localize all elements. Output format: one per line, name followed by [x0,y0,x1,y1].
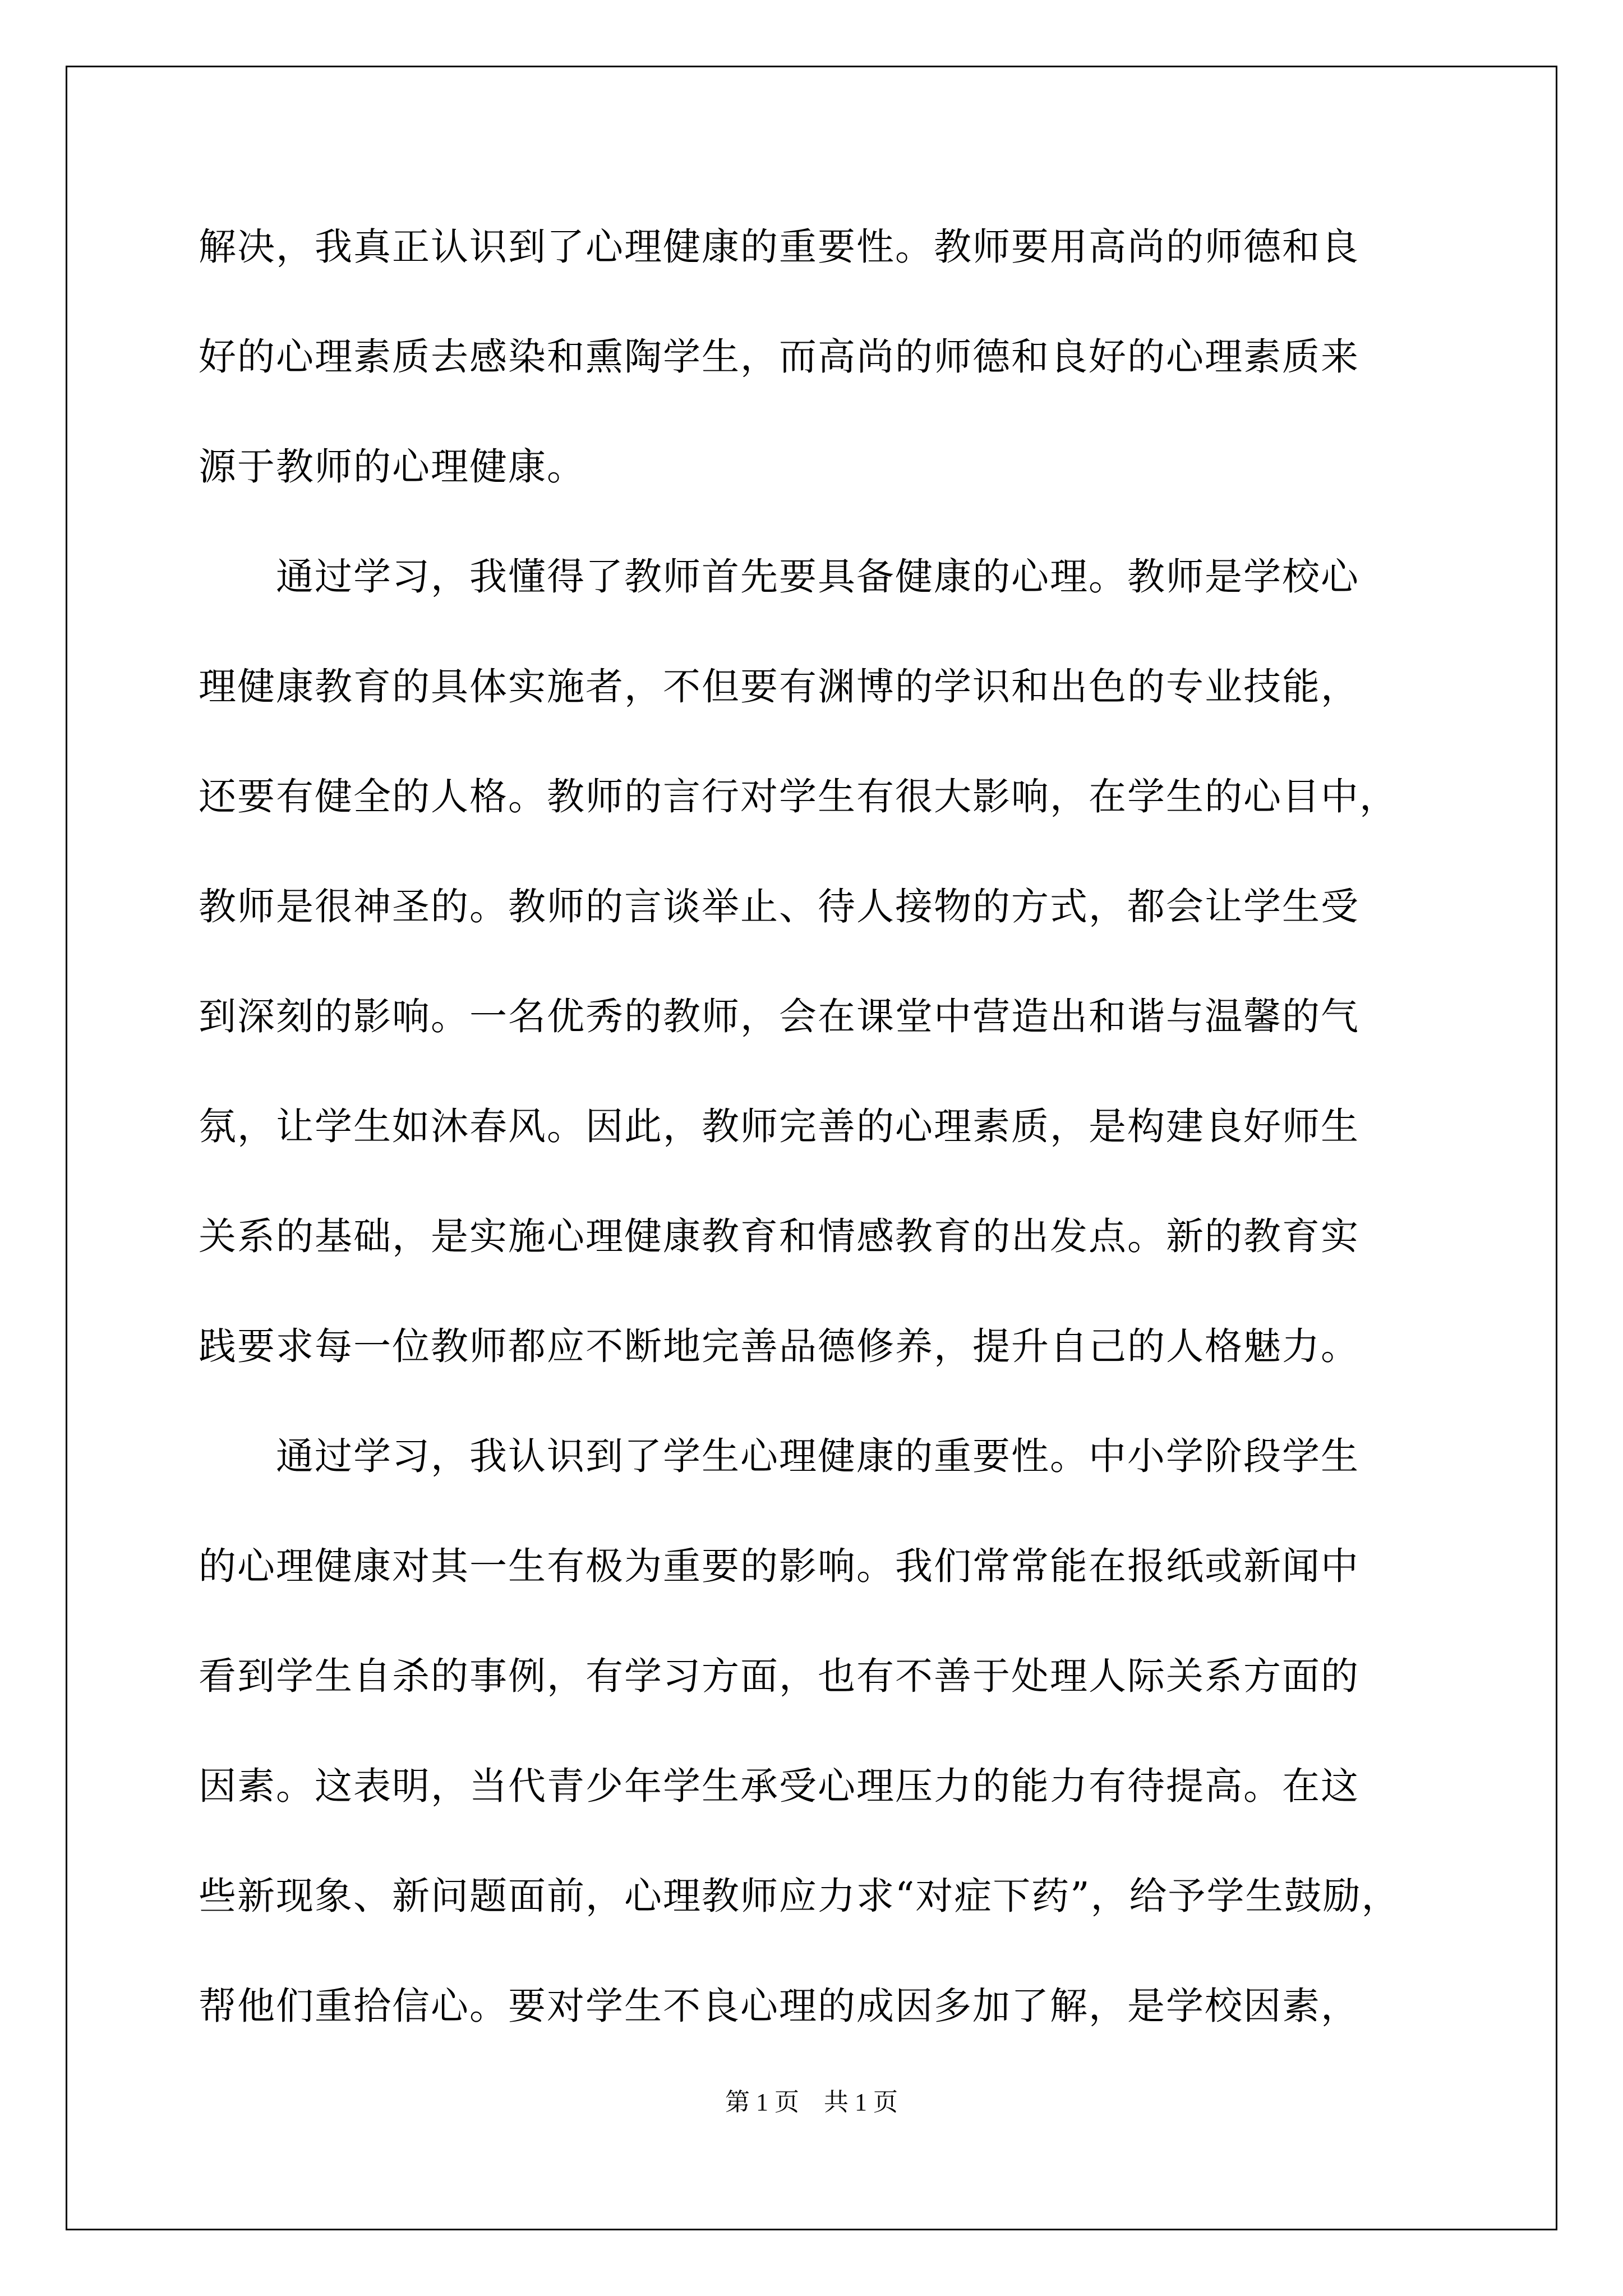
text-line: 践要求每一位教师都应不断地完善品德修养，提升自己的人格魅力。 [199,1324,1359,1368]
text-line: 通过学习，我认识到了学生心理健康的重要性。中小学阶段学生 [199,1434,1359,1478]
text-line: 看到学生自杀的事例，有学习方面，也有不善于处理人际关系方面的 [199,1654,1359,1698]
text-line: 通过学习，我懂得了教师首先要具备健康的心理。教师是学校心 [199,555,1359,599]
text-line: 的心理健康对其一生有极为重要的影响。我们常常能在报纸或新闻中 [199,1544,1359,1588]
text-line: 源于教师的心理健康。 [199,445,585,489]
text-line: 氛，让学生如沐春风。因此，教师完善的心理素质，是构建良好师生 [199,1105,1359,1148]
text-line: 因素。这表明，当代青少年学生承受心理压力的能力有待提高。在这 [199,1764,1359,1808]
text-line: 些新现象、新问题面前，心理教师应力求“对症下药”，给予学生鼓励， [199,1874,1400,1918]
text-line: 还要有健全的人格。教师的言行对学生有很大影响，在学生的心目中， [199,775,1398,818]
page-number-footer: 第 1 页 共 1 页 [725,2088,898,2116]
text-line: 好的心理素质去感染和熏陶学生，而高尚的师德和良好的心理素质来 [199,335,1359,379]
text-line: 关系的基础，是实施心理健康教育和情感教育的出发点。新的教育实 [199,1214,1359,1258]
text-line: 理健康教育的具体实施者，不但要有渊博的学识和出色的专业技能， [199,665,1359,708]
text-line: 帮他们重拾信心。要对学生不良心理的成因多加了解，是学校因素， [199,1984,1359,2028]
text-line: 解决，我真正认识到了心理健康的重要性。教师要用高尚的师德和良 [199,225,1359,269]
text-line: 教师是很神圣的。教师的言谈举止、待人接物的方式，都会让学生受 [199,885,1359,928]
text-line: 到深刻的影响。一名优秀的教师，会在课堂中营造出和谐与温馨的气 [199,995,1359,1038]
